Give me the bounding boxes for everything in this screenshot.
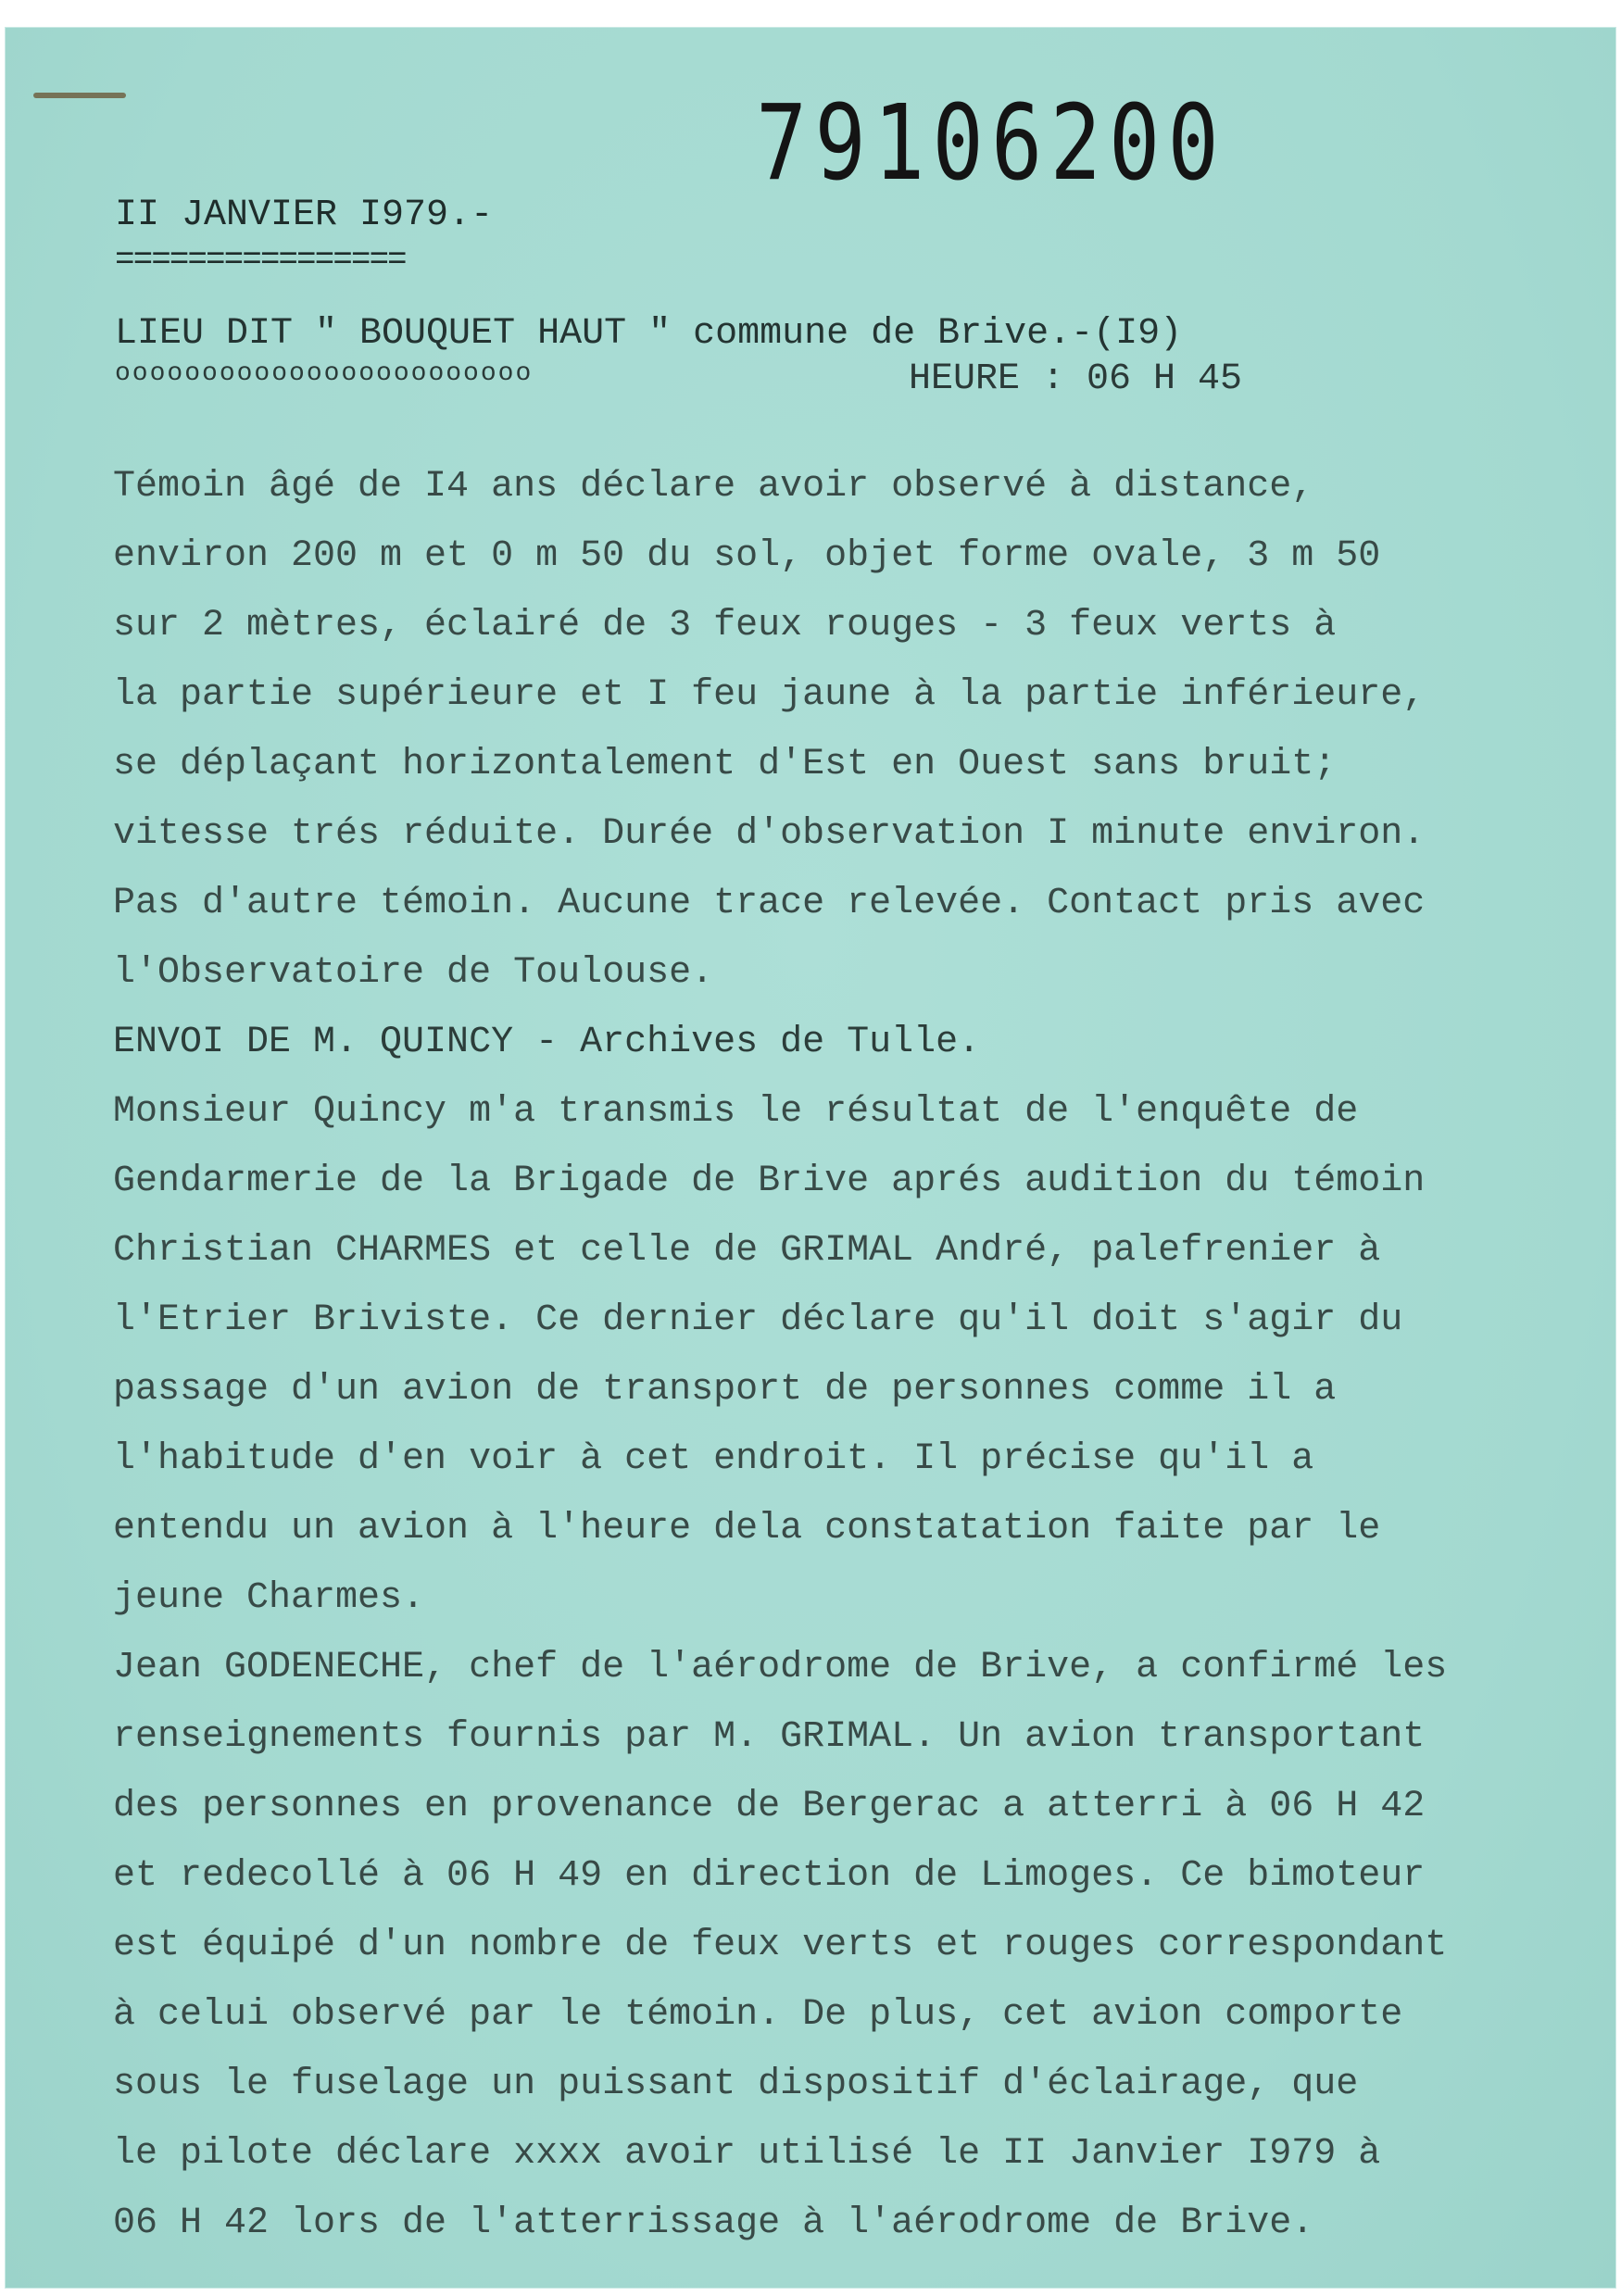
body-line: Christian CHARMES et celle de GRIMAL André, palefrenier à (113, 1230, 1381, 1272)
body-line: vitesse trés réduite. Durée d'observation I minute environ. (113, 813, 1426, 855)
body-line: renseignements fournis par M. GRIMAL. Un avion transportant (113, 1716, 1426, 1758)
body-line: se déplaçant horizontalement d'Est en Ouest sans bruit; (113, 744, 1337, 785)
section-heading: ENVOI DE M. QUINCY - Archives de Tulle. (113, 1022, 981, 1063)
body-line: Jean GODENECHE, chef de l'aérodrome de Brive, a confirmé les (113, 1647, 1448, 1688)
report-date: II JANVIER I979.- (115, 194, 494, 236)
body-line: Gendarmerie de la Brigade de Brive aprés audition du témoin (113, 1161, 1426, 1202)
body-line: 06 H 42 lors de l'atterrissage à l'aérodrome de Brive. (113, 2202, 1314, 2244)
body-line: l'Observatoire de Toulouse. (113, 952, 714, 994)
body-line: et redecollé à 06 H 49 en direction de Limoges. Ce bimoteur (113, 1855, 1426, 1897)
body-line: sous le fuselage un puissant dispositif d'éclairage, que (113, 2064, 1359, 2105)
observation-time: HEURE : 06 H 45 (909, 358, 1243, 400)
body-line: des personnes en provenance de Bergerac a atterri à 06 H 42 (113, 1786, 1426, 1827)
body-line: la partie supérieure et I feu jaune à la partie inférieure, (113, 674, 1426, 716)
body-line: entendu un avion à l'heure dela constatation faite par le (113, 1508, 1381, 1549)
body-line: l'Etrier Briviste. Ce dernier déclare qu'il doit s'agir du (113, 1299, 1403, 1341)
body-line: est équipé d'un nombre de feux verts et rouges correspondant (113, 1925, 1448, 1966)
body-line: environ 200 m et 0 m 50 du sol, objet forme ovale, 3 m 50 (113, 535, 1381, 577)
document-page (6, 28, 1615, 2288)
body-line: sur 2 mètres, éclairé de 3 feux rouges - 3 feux verts à (113, 605, 1337, 646)
report-body (113, 452, 1595, 2258)
date-underline: ================ (115, 241, 406, 279)
location-heading: LIEU DIT " BOUQUET HAUT " commune de Brive.-(I9) (115, 313, 1183, 355)
body-line: à celui observé par le témoin. De plus, cet avion comporte (113, 1994, 1403, 2036)
staple-mark (33, 93, 126, 98)
document-number: 79106200 (756, 83, 1226, 204)
body-line: Monsieur Quincy m'a transmis le résultat de l'enquête de (113, 1091, 1359, 1133)
body-line: Pas d'autre témoin. Aucune trace relevée. Contact pris avec (113, 883, 1426, 924)
body-line: l'habitude d'en voir à cet endroit. Il précise qu'il a (113, 1438, 1314, 1480)
body-line: passage d'un avion de transport de personnes comme il a (113, 1369, 1337, 1411)
body-line: jeune Charmes. (113, 1577, 425, 1619)
body-line: Témoin âgé de I4 ans déclare avoir observé à distance, (113, 466, 1314, 508)
location-underline: oooooooooooooooooooooooo (115, 359, 534, 388)
body-line: le pilote déclare xxxx avoir utilisé le II Janvier I979 à (113, 2133, 1381, 2175)
